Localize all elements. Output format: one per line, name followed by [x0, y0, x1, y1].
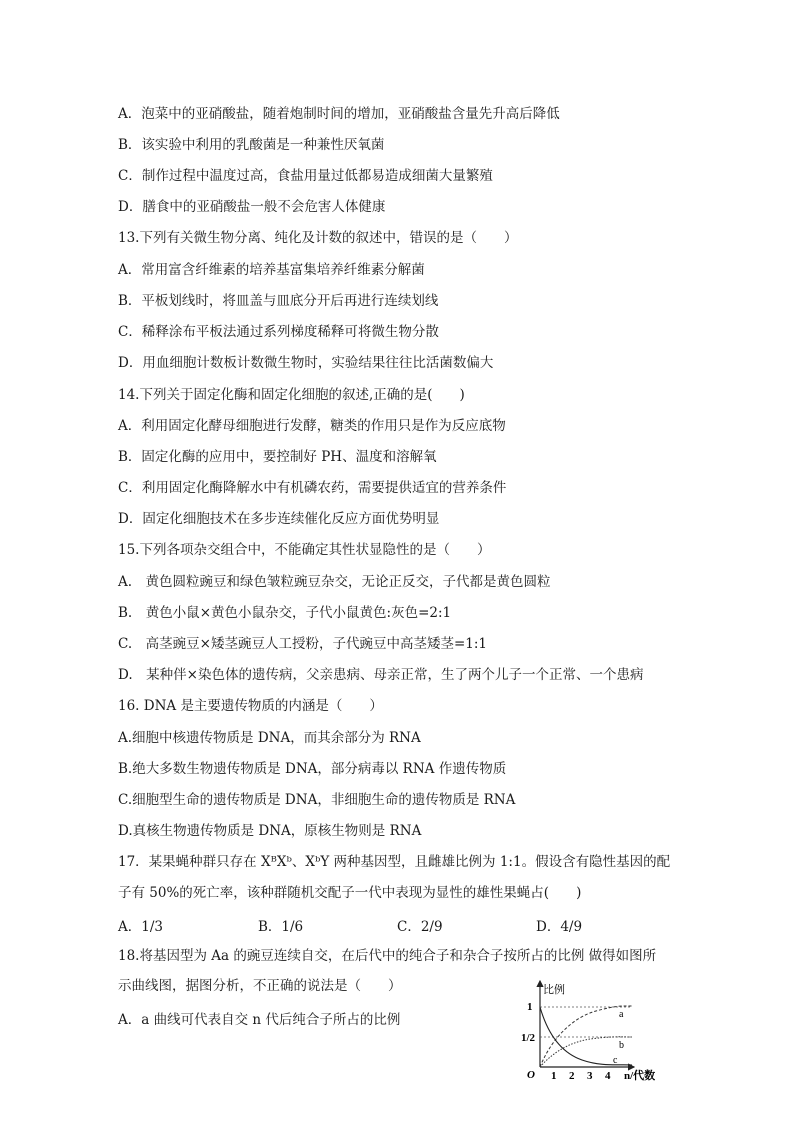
text-line: 17．某果蝇种群只存在 XᴮXᵇ、XᵇY 两种基因型，且雌雄比例为 1:1。假设含有隐性基因的配: [118, 854, 671, 870]
x-tick-3: 3: [587, 1070, 593, 1082]
q18-stem-line-1: 18.将基因型为 Aa 的豌豆连续自交，在后代中的纯合子和杂合子按所占的比例 做得如图所: [118, 948, 657, 964]
q17-options: [118, 915, 718, 933]
text-line: D.真核生物遗传物质是 DNA，原核生物则是 RNA: [118, 823, 422, 839]
q17-option-a[interactable]: A．1/3: [118, 919, 163, 935]
y-tick-1: 1: [527, 1001, 533, 1013]
text-line: C. 高茎豌豆×矮茎豌豆人工授粉，子代豌豆中高茎矮茎=1:1: [118, 636, 487, 652]
q18-option-a[interactable]: A．a 曲线可代表自交 n 代后纯合子所占的比例: [118, 1012, 401, 1028]
origin-label: O: [527, 1069, 535, 1081]
text-line: B.绝大多数生物遗传物质是 DNA，部分病毒以 RNA 作遗传物质: [118, 761, 507, 777]
text-line: 14.下列关于固定化酶和固定化细胞的叙述,正确的是( ): [118, 387, 465, 403]
text-line: 16. DNA 是主要遗传物质的内涵是（ ）: [118, 698, 383, 714]
y-axis-label: 比例: [543, 984, 565, 996]
text-line: A. 黄色圆粒豌豆和绿色皱粒豌豆杂交，无论正反交，子代都是黄色圆粒: [118, 574, 551, 590]
q17-option-c[interactable]: C．2/9: [397, 919, 443, 935]
text-line: D．固定化细胞技术在多步连续催化反应方面优势明显: [118, 511, 440, 527]
text-line: C.细胞型生命的遗传物质是 DNA，非细胞生命的遗传物质是 RNA: [118, 792, 516, 808]
text-line: A．泡菜中的亚硝酸盐，随着炮制时间的增加，亚硝酸盐含量先升高后降低: [118, 106, 560, 122]
q17-option-d[interactable]: D．4/9: [536, 919, 583, 935]
text-line: D. 某种伴×染色体的遗传病，父亲患病、母亲正常，生了两个儿子一个正常、一个患病: [118, 667, 644, 683]
text-line: A．常用富含纤维素的培养基富集培养纤维素分解菌: [118, 262, 425, 278]
x-axis-label: n/代数: [624, 1070, 656, 1082]
text-line: B．固定化酶的应用中，要控制好 PH、温度和溶解氧: [118, 449, 437, 465]
x-tick-1: 1: [551, 1070, 557, 1082]
text-line: C．利用固定化酶降解水中有机磷农药，需要提供适宜的营养条件: [118, 480, 507, 496]
text-line: B．平板划线时，将皿盖与皿底分开后再进行连续划线: [118, 293, 439, 309]
q18-stem-line-2: 示曲线图，据图分析，不正确的说法是（ ）: [118, 978, 402, 994]
curve-label-a: a: [619, 1009, 624, 1020]
text-line: 子有 50%的死亡率，该种群随机交配子一代中表现为显性的雄性果蝇占( ): [118, 885, 582, 901]
curve-label-c: c: [613, 1055, 618, 1066]
x-tick-2: 2: [569, 1070, 575, 1082]
text-line: D．膳食中的亚硝酸盐一般不会危害人体健康: [118, 199, 386, 215]
text-line: A．利用固定化酵母细胞进行发酵，糖类的作用只是作为反应底物: [118, 418, 506, 434]
y-tick-half: 1/2: [521, 1032, 536, 1044]
x-tick-4: 4: [605, 1070, 611, 1082]
text-line: 13.下列有关微生物分离、纯化及计数的叙述中，错误的是（ ）: [118, 230, 518, 246]
text-line: A.细胞中核遗传物质是 DNA，而其余部分为 RNA: [118, 730, 421, 746]
text-line: C．制作过程中温度过高，食盐用量过低都易造成细菌大量繁殖: [118, 168, 493, 184]
curve-label-b: b: [619, 1040, 624, 1051]
text-line: D．用血细胞计数板计数微生物时，实验结果往往比活菌数偏大: [118, 355, 494, 371]
text-line: B. 黄色小鼠×黄色小鼠杂交，子代小鼠黄色:灰色=2:1: [118, 605, 452, 621]
text-line: B．该实验中利用的乳酸菌是一种兼性厌氧菌: [118, 137, 385, 153]
text-line: C．稀释涂布平板法通过系列梯度稀释可将微生物分散: [118, 324, 439, 340]
ratio-curve-figure: [510, 975, 680, 1087]
q17-option-b[interactable]: B．1/6: [258, 919, 304, 935]
text-line: 15.下列各项杂交组合中，不能确定其性状显隐性的是（ ）: [118, 542, 491, 558]
